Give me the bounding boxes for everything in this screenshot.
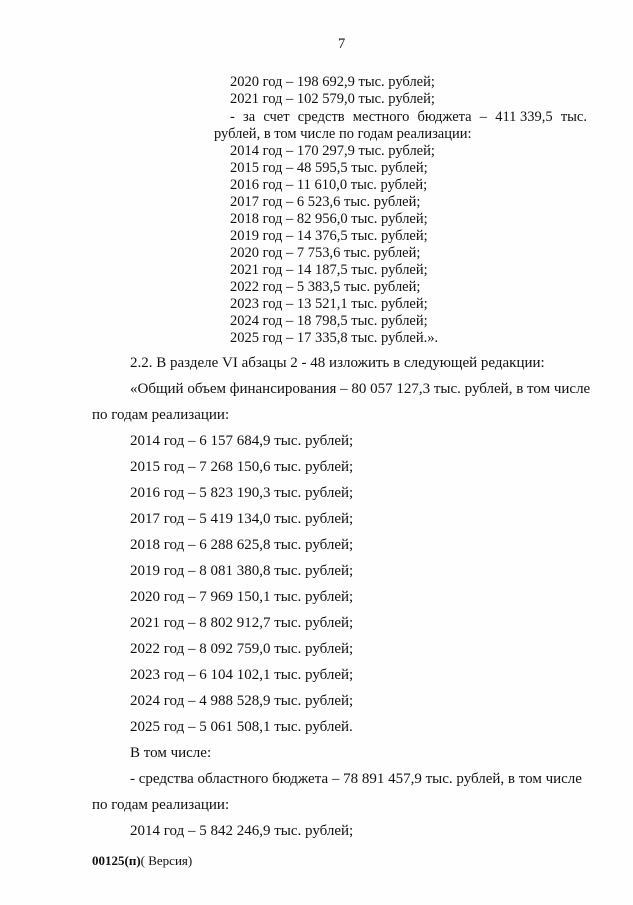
document-footer (92, 852, 192, 869)
total-year-line: 2022 год – 8 092 759,0 тыс. рублей; (130, 641, 354, 657)
document-code: 00125(п) (92, 853, 141, 868)
section-heading: 2.2. В разделе VI абзацы 2 - 48 изложить в следующей редакции: (130, 355, 545, 371)
total-year-line: 2021 год – 8 802 912,7 тыс. рублей; (130, 615, 354, 631)
regional-budget-line-2: по годам реализации: (92, 797, 230, 813)
total-year-line: 2015 год – 7 268 150,6 тыс. рублей; (130, 459, 354, 475)
word: - (230, 109, 235, 125)
year-line: 2015 год – 48 595,5 тыс. рублей; (230, 160, 428, 176)
year-line: 2023 год – 13 521,1 тыс. рублей; (230, 296, 428, 312)
year-line: 2024 год – 18 798,5 тыс. рублей; (230, 313, 428, 329)
total-year-line: 2020 год – 7 969 150,1 тыс. рублей; (130, 589, 354, 605)
year-line: 2014 год – 170 297,9 тыс. рублей; (230, 143, 435, 159)
total-year-line: 2017 год – 5 419 134,0 тыс. рублей; (130, 511, 354, 527)
word: средств (297, 109, 345, 125)
total-paragraph-line-2: по годам реализации: (92, 407, 230, 423)
year-line: 2018 год – 82 956,0 тыс. рублей; (230, 211, 428, 227)
total-year-line: 2014 год – 6 157 684,9 тыс. рублей; (130, 433, 354, 449)
word: счет (263, 109, 290, 125)
word: тыс. (560, 109, 587, 125)
word: за (243, 109, 256, 125)
total-year-line: 2024 год – 4 988 528,9 тыс. рублей; (130, 693, 354, 709)
total-paragraph-line-1: «Общий объем финансирования – 80 057 127,3 тыс. рублей, в том числе (130, 381, 591, 397)
total-year-line: 2025 год – 5 061 508,1 тыс. рублей. (130, 719, 353, 735)
page-number: 7 (338, 36, 346, 52)
word: – (479, 109, 488, 125)
total-year-line: 2016 год – 5 823 190,3 тыс. рублей; (130, 485, 354, 501)
year-line: 2022 год – 5 383,5 тыс. рублей; (230, 279, 421, 295)
year-line: 2021 год – 102 579,0 тыс. рублей; (230, 91, 435, 107)
including-label: В том числе: (130, 745, 212, 761)
document-version: ( Версия) (140, 853, 193, 868)
total-year-line: 2023 год – 6 104 102,1 тыс. рублей; (130, 667, 354, 683)
year-line: 2025 год – 17 335,8 тыс. рублей.». (230, 330, 439, 346)
word: местного (352, 109, 410, 125)
local-budget-line (230, 109, 587, 126)
total-year-line: 2018 год – 6 288 625,8 тыс. рублей; (130, 537, 354, 553)
word: бюджета (417, 109, 472, 125)
year-line: 2021 год – 14 187,5 тыс. рублей; (230, 262, 428, 278)
year-line: 2020 год – 198 692,9 тыс. рублей; (230, 74, 435, 90)
year-line: 2017 год – 6 523,6 тыс. рублей; (230, 194, 421, 210)
year-line: 2016 год – 11 610,0 тыс. рублей; (230, 177, 428, 193)
year-line: 2020 год – 7 753,6 тыс. рублей; (230, 245, 421, 261)
regional-year-line: 2014 год – 5 842 246,9 тыс. рублей; (130, 823, 354, 839)
local-budget-line-2: рублей, в том числе по годам реализации: (214, 126, 472, 142)
regional-budget-line-1: - средства областного бюджета – 78 891 457,9 тыс. рублей, в том числе (130, 771, 582, 787)
year-line: 2019 год – 14 376,5 тыс. рублей; (230, 228, 428, 244)
total-year-line: 2019 год – 8 081 380,8 тыс. рублей; (130, 563, 354, 579)
word: 411 339,5 (495, 109, 553, 125)
